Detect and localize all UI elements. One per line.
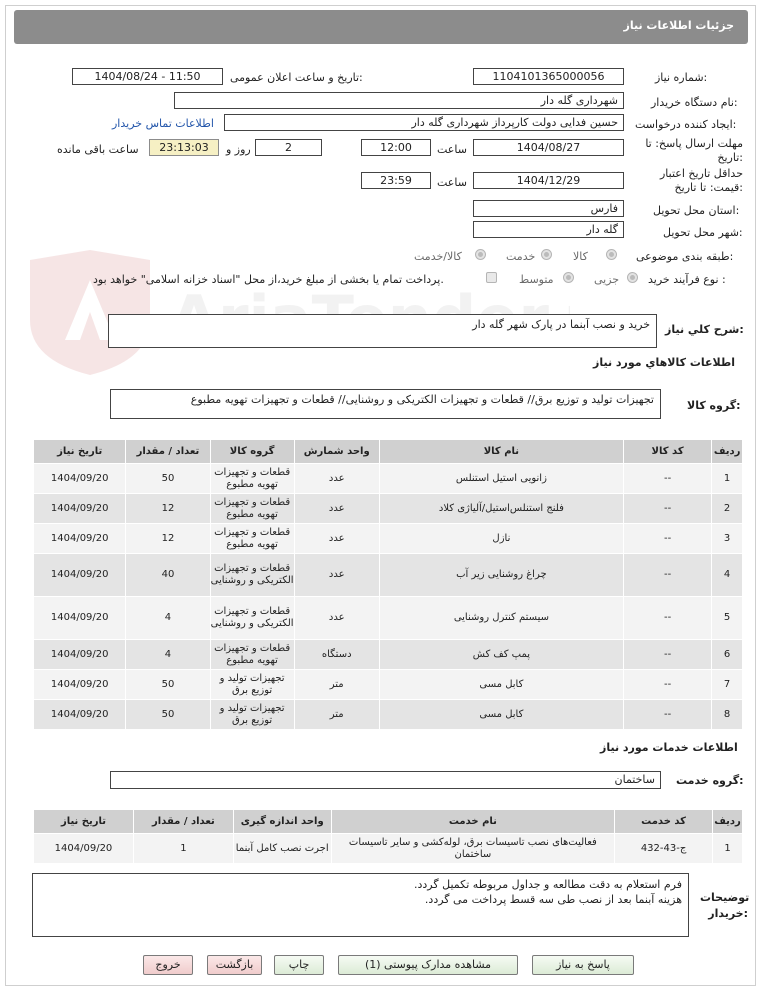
remaining-time-label: ساعت باقی مانده	[57, 143, 139, 156]
goods-col-qty: تعداد / مقدار	[126, 440, 210, 464]
reply-to-need-button[interactable]: پاسخ به نیاز	[532, 955, 634, 975]
print-button[interactable]: چاپ	[274, 955, 324, 975]
category-radio-goods-service[interactable]	[475, 249, 486, 260]
process-radio-medium[interactable]	[563, 272, 574, 283]
watermark-shield-icon	[30, 250, 150, 375]
cell-row: 4	[712, 554, 743, 597]
cell-code: --	[623, 670, 711, 700]
category-option-goods-service: کالا/خدمت	[414, 250, 462, 263]
treasury-payment-checkbox[interactable]	[486, 272, 497, 283]
cell-row: 8	[712, 700, 743, 730]
goods-col-group: گروه کالا	[210, 440, 294, 464]
province-label: استان محل تحویل:	[653, 204, 740, 217]
requester-label: ایجاد کننده درخواست:	[635, 118, 737, 131]
cell-qty: 1	[133, 834, 233, 864]
buyer-notes-box	[32, 873, 689, 937]
validity-label: حداقل تاریخ اعتبار قیمت: تا تاریخ:	[659, 167, 743, 194]
cell-date: 1404/09/20	[34, 494, 126, 524]
cell-date: 1404/09/20	[34, 700, 126, 730]
need-number-field: 1104101365000056	[473, 68, 624, 85]
process-label: نوع فرآیند خرید :	[648, 273, 726, 286]
buyer-org-field: شهرداری گله دار	[174, 92, 624, 109]
services-group-field: ساختمان	[110, 771, 661, 789]
cell-qty: 40	[126, 554, 210, 597]
services-section-title: اطلاعات خدمات مورد نياز	[600, 741, 738, 754]
goods-row	[34, 494, 743, 524]
process-radio-minor[interactable]	[627, 272, 638, 283]
goods-col-date: تاریخ نیاز	[34, 440, 126, 464]
validity-time-field: 23:59	[361, 172, 431, 189]
cell-qty: 12	[126, 524, 210, 554]
cell-name: کابل مسی	[379, 700, 623, 730]
buyer-notes-line-2: هزینه آبنما بعد از نصب طی سه قسط پرداخت می گردد.	[424, 893, 682, 906]
cell-name: پمپ کف کش	[379, 640, 623, 670]
cell-unit: عدد	[294, 494, 379, 524]
cell-qty: 50	[126, 670, 210, 700]
cell-row: 7	[712, 670, 743, 700]
cell-group: تجهیزات تولید و توزیع برق	[210, 700, 294, 730]
cell-qty: 12	[126, 494, 210, 524]
cell-group: تجهیزات تولید و توزیع برق	[210, 670, 294, 700]
cell-unit: اجرت نصب کامل آبنما	[233, 834, 331, 864]
goods-row	[34, 640, 743, 670]
goods-row	[34, 670, 743, 700]
validity-date-field: 1404/12/29	[473, 172, 624, 189]
cell-code: --	[623, 597, 711, 640]
cell-qty: 4	[126, 640, 210, 670]
category-option-service: خدمت	[506, 250, 536, 263]
goods-row	[34, 524, 743, 554]
cell-qty: 50	[126, 700, 210, 730]
goods-col-row: ردیف	[712, 440, 743, 464]
cell-name: نازل	[379, 524, 623, 554]
goods-col-code: کد کالا	[623, 440, 711, 464]
cell-date: 1404/09/20	[34, 834, 134, 864]
category-option-goods: کالا	[573, 250, 588, 263]
announce-datetime-field: 1404/08/24 - 11:50	[72, 68, 223, 85]
goods-section-title: اطلاعات کالاهاي مورد نياز	[593, 356, 735, 369]
cell-date: 1404/09/20	[34, 554, 126, 597]
exit-button[interactable]: خروج	[143, 955, 193, 975]
province-field: فارس	[473, 200, 624, 217]
goods-table	[33, 439, 743, 730]
cell-code: --	[623, 524, 711, 554]
cell-unit: عدد	[294, 464, 379, 494]
goods-row	[34, 464, 743, 494]
requester-field: حسین فدایی دولت کارپرداز شهرداری گله دار	[224, 114, 624, 131]
process-option-minor: جزیی	[594, 273, 620, 286]
services-table-header	[34, 810, 743, 834]
cell-row: 2	[712, 494, 743, 524]
announce-label: تاریخ و ساعت اعلان عمومی:	[230, 71, 363, 84]
cell-row: 1	[713, 834, 743, 864]
category-radio-service[interactable]	[541, 249, 552, 260]
services-col-date: تاریخ نیاز	[34, 810, 134, 834]
page-title: جزئیات اطلاعات نیاز	[623, 19, 734, 32]
cell-qty: 50	[126, 464, 210, 494]
cell-name: زانویی استیل استنلس	[379, 464, 623, 494]
cell-group: قطعات و تجهیزات تهویه مطبوع	[210, 640, 294, 670]
services-col-name: نام خدمت	[331, 810, 614, 834]
cell-unit: عدد	[294, 597, 379, 640]
buyer-notes-line-1: فرم استعلام به دقت مطالعه و جداول مربوطه تکمیل گردد.	[414, 878, 682, 891]
goods-row	[34, 700, 743, 730]
summary-label: شرح کلي نياز:	[665, 323, 744, 336]
cell-row: 5	[712, 597, 743, 640]
cell-name: سیستم کنترل روشنایی	[379, 597, 623, 640]
goods-table-header	[34, 440, 743, 464]
days-label: روز و	[226, 143, 251, 156]
buyer-notes-label: توضیحات خریدار:	[700, 891, 750, 920]
cell-name: کابل مسی	[379, 670, 623, 700]
cell-code: --	[623, 494, 711, 524]
services-col-row: ردیف	[713, 810, 743, 834]
services-col-unit: واحد اندازه گیری	[233, 810, 331, 834]
deadline-date-field: 1404/08/27	[473, 139, 624, 156]
goods-col-unit: واحد شمارش	[294, 440, 379, 464]
need-number-label: شماره نیاز:	[655, 71, 708, 84]
deadline-label: مهلت ارسال پاسخ: تا تاریخ:	[645, 137, 743, 164]
cell-date: 1404/09/20	[34, 524, 126, 554]
cell-unit: عدد	[294, 554, 379, 597]
cell-code: --	[623, 640, 711, 670]
cell-group: قطعات و تجهیزات تهویه مطبوع	[210, 494, 294, 524]
goods-col-name: نام کالا	[379, 440, 623, 464]
cell-group: قطعات و تجهیزات الکتریکی و روشنایی	[210, 554, 294, 597]
back-button[interactable]: بازگشت	[207, 955, 262, 975]
services-col-qty: تعداد / مقدار	[133, 810, 233, 834]
page-header	[14, 10, 748, 44]
cell-row: 3	[712, 524, 743, 554]
cell-name: چراغ روشنایی زیر آب	[379, 554, 623, 597]
cell-code: ج-43-432	[615, 834, 713, 864]
cell-name: فلنج استنلس‌استیل/آلیاژی کلاد	[379, 494, 623, 524]
goods-group-label: گروه کالا:	[687, 399, 741, 412]
view-attachments-button[interactable]: مشاهده مدارک پیوستی (1)	[338, 955, 518, 975]
category-label: طبقه بندی موضوعی:	[636, 250, 734, 263]
cell-group: قطعات و تجهیزات الکتریکی و روشنایی	[210, 597, 294, 640]
category-radio-goods[interactable]	[606, 249, 617, 260]
summary-textarea: خرید و نصب آبنما در پارک شهر گله دار	[108, 314, 657, 348]
watermark-logo	[10, 240, 570, 380]
cell-code: --	[623, 700, 711, 730]
cell-date: 1404/09/20	[34, 464, 126, 494]
goods-row	[34, 554, 743, 597]
deadline-time-label: ساعت	[437, 143, 467, 156]
cell-group: قطعات و تجهیزات تهویه مطبوع	[210, 464, 294, 494]
city-field: گله دار	[473, 221, 624, 238]
cell-code: --	[623, 554, 711, 597]
cell-name: فعالیت‌های نصب تاسیسات برق، لوله‌کشی و سایر تاسیسات ساختمان	[331, 834, 614, 864]
services-row	[34, 834, 743, 864]
cell-row: 1	[712, 464, 743, 494]
goods-row	[34, 597, 743, 640]
deadline-time-field: 12:00	[361, 139, 431, 156]
cell-unit: عدد	[294, 524, 379, 554]
buyer-org-label: نام دستگاه خریدار:	[651, 96, 738, 109]
buyer-contact-link[interactable]: اطلاعات تماس خریدار	[112, 117, 214, 130]
remaining-time-field: 23:13:03	[149, 139, 219, 156]
services-group-label: گروه خدمت:	[676, 774, 744, 787]
goods-group-textarea: تجهیزات تولید و توزیع برق// قطعات و تجهیزات الکتریکی و روشنایی// قطعات و تجهیزات تهویه مطبوع	[110, 389, 661, 419]
cell-date: 1404/09/20	[34, 670, 126, 700]
cell-code: --	[623, 464, 711, 494]
validity-time-label: ساعت	[437, 176, 467, 189]
city-label: شهر محل تحویل:	[663, 226, 743, 239]
services-table	[33, 809, 743, 864]
cell-group: قطعات و تجهیزات تهویه مطبوع	[210, 524, 294, 554]
cell-row: 6	[712, 640, 743, 670]
cell-unit: متر	[294, 670, 379, 700]
process-option-medium: متوسط	[519, 273, 554, 286]
cell-unit: متر	[294, 700, 379, 730]
cell-date: 1404/09/20	[34, 640, 126, 670]
services-col-code: کد خدمت	[615, 810, 713, 834]
treasury-payment-note: پرداخت تمام یا بخشی از مبلغ خرید،از محل "اسناد خزانه اسلامی" خواهد بود.	[93, 273, 444, 286]
days-remaining-field: 2	[255, 139, 322, 156]
cell-unit: دستگاه	[294, 640, 379, 670]
cell-qty: 4	[126, 597, 210, 640]
cell-date: 1404/09/20	[34, 597, 126, 640]
